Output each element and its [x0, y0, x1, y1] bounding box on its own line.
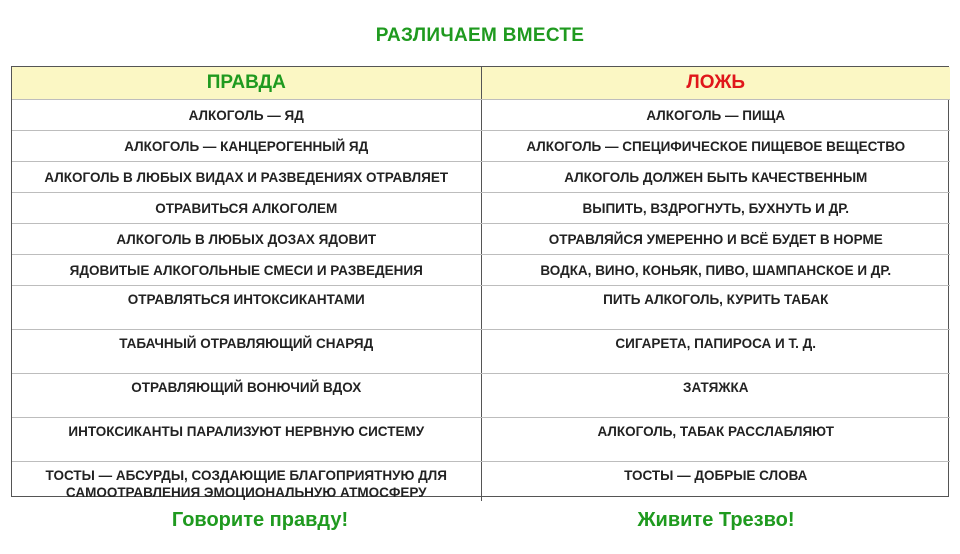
- table-row: [12, 193, 950, 224]
- truth-cell: АЛКОГОЛЬ — ЯД: [12, 100, 481, 131]
- truth-cell: АЛКОГОЛЬ В ЛЮБЫХ ВИДАХ И РАЗВЕДЕНИЯХ ОТРАВЛЯЕТ: [12, 162, 481, 193]
- table-row: [12, 100, 950, 131]
- header-row: [12, 67, 950, 100]
- lie-cell: АЛКОГОЛЬ — СПЕЦИФИЧЕСКОЕ ПИЩЕВОЕ ВЕЩЕСТВО: [481, 131, 950, 162]
- lie-cell: ТОСТЫ — ДОБРЫЕ СЛОВА: [624, 468, 808, 483]
- truth-cell: АЛКОГОЛЬ В ЛЮБЫХ ДОЗАХ ЯДОВИТ: [12, 224, 481, 255]
- lie-cell: ЗАТЯЖКА: [481, 374, 950, 418]
- footer-slogan-truth: Говорите правду!: [171, 509, 349, 531]
- table-row: [12, 418, 950, 462]
- lie-cell: ВЫПИТЬ, ВЗДРОГНУТЬ, БУХНУТЬ И ДР.: [481, 193, 950, 224]
- table-row: [12, 131, 950, 162]
- truth-cell: ОТРАВЛЯТЬСЯ ИНТОКСИКАНТАМИ: [12, 286, 481, 330]
- table-row: [12, 286, 950, 330]
- truth-cell: ТОСТЫ — АБСУРДЫ, СОЗДАЮЩИЕ БЛАГОПРИЯТНУЮ ДЛЯ САМООТРАВЛЕНИЯ ЭМОЦИОНАЛЬНУЮ АТМОСФЕРУ: [12, 462, 481, 502]
- lie-cell: ВОДКА, ВИНО, КОНЬЯК, ПИВО, ШАМПАНСКОЕ И ДР.: [481, 255, 950, 286]
- table-row: [12, 162, 950, 193]
- truth-lie-table: [11, 66, 949, 500]
- lie-cell: ОТРАВЛЯЙСЯ УМЕРЕННО И ВСЁ БУДЕТ В НОРМЕ: [481, 224, 950, 255]
- lie-cell: АЛКОГОЛЬ, ТАБАК РАССЛАБЛЯЮТ: [481, 418, 950, 462]
- lie-column-header: ЛОЖЬ: [481, 67, 950, 100]
- truth-cell: ЯДОВИТЫЕ АЛКОГОЛЬНЫЕ СМЕСИ И РАЗВЕДЕНИЯ: [12, 255, 481, 286]
- truth-column-header: ПРАВДА: [12, 67, 481, 100]
- table-row: [12, 462, 950, 502]
- truth-cell: АЛКОГОЛЬ — КАНЦЕРОГЕННЫЙ ЯД: [12, 131, 481, 162]
- table-row: [12, 224, 950, 255]
- page-title: РАЗЛИЧАЕМ ВМЕСТЕ: [375, 25, 585, 46]
- footer-slogan-sober: Живите Трезво!: [637, 509, 795, 531]
- table-row: [12, 255, 950, 286]
- comparison-table: [12, 67, 950, 501]
- lie-cell: ПИТЬ АЛКОГОЛЬ, КУРИТЬ ТАБАК: [481, 286, 950, 330]
- lie-cell: АЛКОГОЛЬ — ПИЩА: [481, 100, 950, 131]
- table-row: [12, 374, 950, 418]
- table-row: [12, 330, 950, 374]
- truth-cell: ИНТОКСИКАНТЫ ПАРАЛИЗУЮТ НЕРВНУЮ СИСТЕМУ: [12, 418, 481, 462]
- truth-cell: ОТРАВИТЬСЯ АЛКОГОЛЕМ: [12, 193, 481, 224]
- truth-cell: ОТРАВЛЯЮЩИЙ ВОНЮЧИЙ ВДОХ: [12, 374, 481, 418]
- lie-cell: СИГАРЕТА, ПАПИРОСА И Т. Д.: [481, 330, 950, 374]
- lie-cell: АЛКОГОЛЬ ДОЛЖЕН БЫТЬ КАЧЕСТВЕННЫМ: [481, 162, 950, 193]
- truth-cell: ТАБАЧНЫЙ ОТРАВЛЯЮЩИЙ СНАРЯД: [12, 330, 481, 374]
